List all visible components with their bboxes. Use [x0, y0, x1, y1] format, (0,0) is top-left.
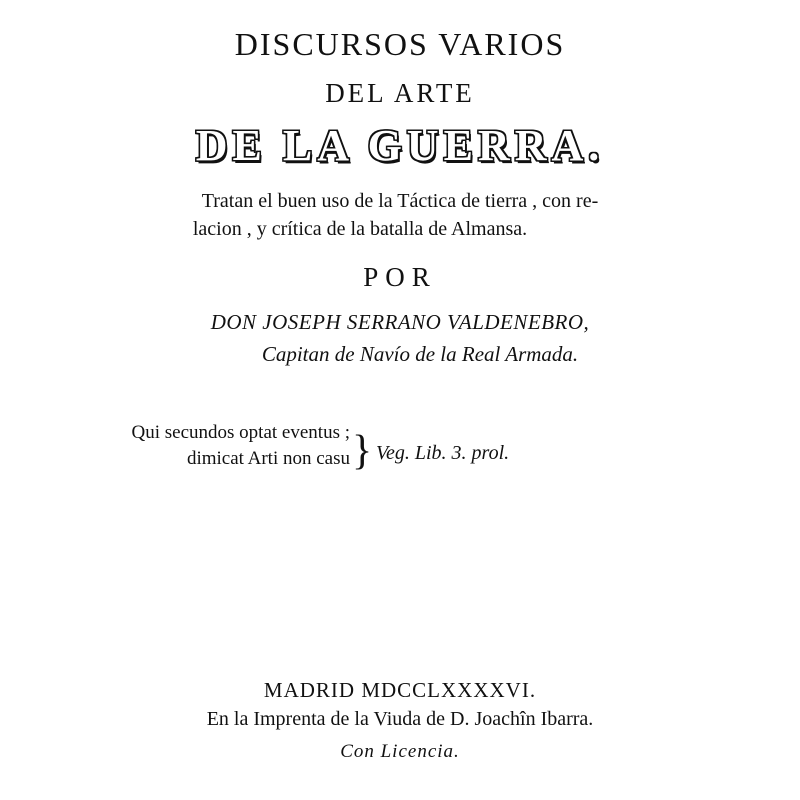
subtitle-line-1: Tratan el buen uso de la Táctica de tierra , con re-	[201, 190, 599, 212]
brace-icon: }	[352, 428, 373, 474]
author-rank: Capitan de Navío de la Real Armada.	[261, 342, 579, 366]
epigraph	[131, 420, 640, 480]
subtitle-line-2: lacion , y crítica de la batalla de Almansa.	[192, 218, 528, 240]
title-line-3: DE LA GUERRA.	[195, 121, 605, 170]
author-name: DON JOSEPH SERRANO VALDENEBRO,	[210, 310, 590, 334]
by-label: POR	[363, 262, 437, 292]
epigraph-line-1: Qui secundos optat eventus ;	[131, 422, 350, 443]
imprint-printer: En la Imprenta de la Viuda de D. Joachîn Ibarra.	[206, 708, 594, 730]
imprint-place-date: MADRID MDCCLXXXXVI.	[263, 678, 537, 702]
epigraph-line-2: dimicat Arti non casu	[186, 448, 350, 469]
imprint-license: Con Licencia.	[340, 741, 460, 762]
title-line-2: DEL ARTE	[325, 78, 475, 108]
epigraph-reference: Veg. Lib. 3. prol.	[376, 442, 510, 464]
title-line-1: DISCURSOS VARIOS	[234, 26, 566, 62]
